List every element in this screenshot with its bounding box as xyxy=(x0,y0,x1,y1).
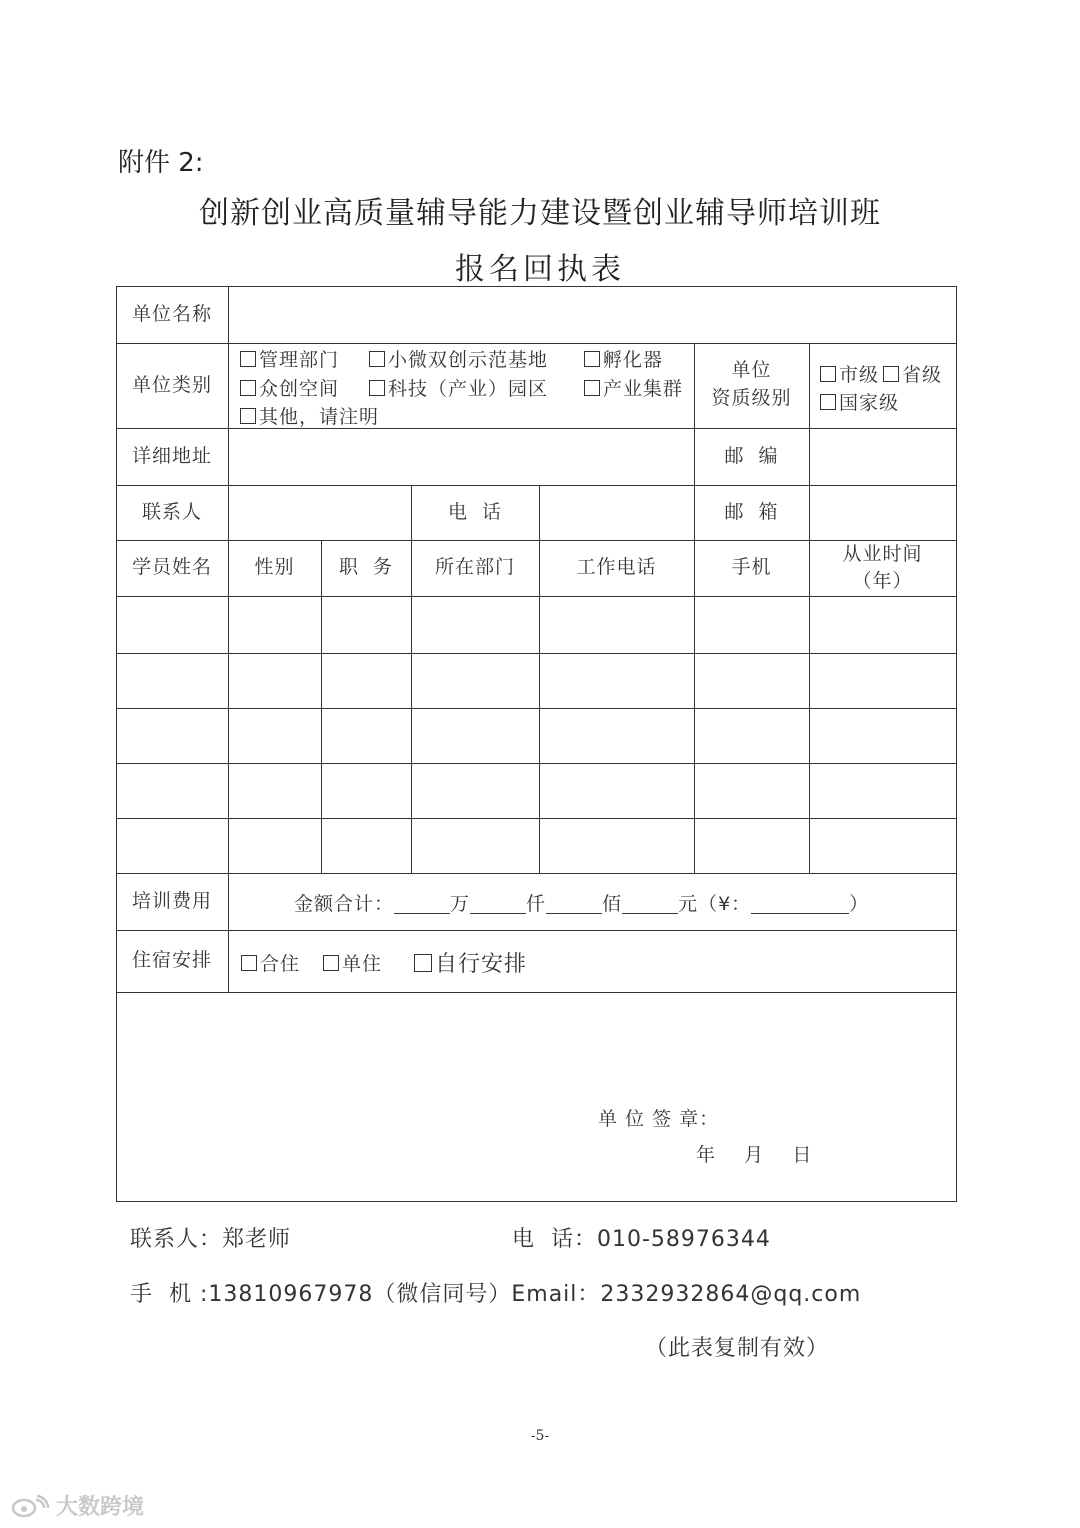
date-label: 年 月 日 xyxy=(696,1144,813,1166)
address-input[interactable] xyxy=(229,429,693,484)
page-number: -5- xyxy=(530,1428,550,1444)
weibo-logo-icon xyxy=(10,1494,50,1518)
checkbox[interactable] xyxy=(323,955,339,971)
col-years-line1: 从业时间 xyxy=(842,542,923,565)
checkbox[interactable] xyxy=(240,351,256,367)
footer-mobile-email: 手 机 :13810967978（微信同号）Email：2332932864@qq.com xyxy=(130,1282,862,1307)
seal-label: 单 位 签 章： xyxy=(598,1108,720,1130)
checkbox[interactable] xyxy=(584,380,600,396)
fee-total-input[interactable] xyxy=(751,895,849,914)
checkbox[interactable] xyxy=(241,955,257,971)
checkbox[interactable] xyxy=(584,351,600,367)
checkbox[interactable] xyxy=(883,366,899,382)
col-position: 职 务 xyxy=(338,556,394,579)
fee-qian-input[interactable] xyxy=(470,895,526,914)
fee-yuan-input[interactable] xyxy=(622,895,678,914)
table-row[interactable] xyxy=(117,819,955,872)
fee-wan-input[interactable] xyxy=(394,895,450,914)
footer-note: （此表复制有效） xyxy=(645,1336,830,1361)
lodging-label: 住宿安排 xyxy=(131,949,212,972)
table-row[interactable] xyxy=(117,764,955,817)
address-label: 详细地址 xyxy=(131,444,212,467)
phone-label: 电 话 xyxy=(447,500,503,523)
postcode-input[interactable] xyxy=(810,429,955,484)
footer-contact: 联系人：郑老师 xyxy=(130,1227,292,1252)
checkbox[interactable] xyxy=(369,380,385,396)
checkbox[interactable] xyxy=(820,366,836,382)
checkbox[interactable] xyxy=(369,351,385,367)
fee-prefix: 金额合计： xyxy=(294,893,395,915)
unit-type-label: 单位类别 xyxy=(131,373,212,396)
col-gender: 性别 xyxy=(254,556,295,579)
document-title: 创新创业高质量辅导能力建设暨创业辅导师培训班 xyxy=(199,196,881,231)
table-row[interactable] xyxy=(117,597,955,652)
phone-input[interactable] xyxy=(540,486,693,539)
document-subtitle: 报名回执表 xyxy=(455,252,625,287)
unit-type-option[interactable]: 科技（产业）园区 xyxy=(369,374,548,401)
email-input[interactable] xyxy=(810,486,955,539)
qualification-option[interactable]: 国家级 xyxy=(820,388,899,415)
checkbox[interactable] xyxy=(414,954,432,972)
col-work-phone: 工作电话 xyxy=(576,556,657,579)
unit-type-option[interactable]: 管理部门 xyxy=(240,345,339,372)
footer-phone: 电 话：010-58976344 xyxy=(512,1227,771,1252)
email-label: 邮 箱 xyxy=(724,500,779,523)
qualification-label-line2: 资质级别 xyxy=(711,387,792,410)
contact-input[interactable] xyxy=(229,486,410,539)
col-years-line2: （年） xyxy=(852,569,913,592)
fee-bai-input[interactable] xyxy=(546,895,602,914)
checkbox[interactable] xyxy=(240,380,256,396)
table-row[interactable] xyxy=(117,654,955,707)
unit-type-option[interactable]: 其他，请注明 xyxy=(240,402,379,429)
fee-label: 培训费用 xyxy=(131,889,212,912)
lodging-option-self[interactable]: 自行安排 xyxy=(414,947,527,978)
unit-type-option[interactable]: 众创空间 xyxy=(240,374,339,401)
contact-label: 联系人 xyxy=(141,500,202,523)
checkbox[interactable] xyxy=(820,394,836,410)
lodging-option-shared[interactable]: 合住 xyxy=(241,949,300,976)
qualification-option[interactable]: 市级 xyxy=(820,360,879,387)
unit-type-option[interactable]: 产业集群 xyxy=(584,374,683,401)
postcode-label: 邮 编 xyxy=(724,444,779,467)
col-department: 所在部门 xyxy=(434,556,515,579)
lodging-option-single[interactable]: 单住 xyxy=(323,949,382,976)
qualification-label-line1: 单位 xyxy=(731,359,772,382)
qualification-option[interactable]: 省级 xyxy=(883,360,942,387)
fee-amount-line: 金额合计： 万 仟 佰 元（¥： ） xyxy=(294,893,870,915)
checkbox[interactable] xyxy=(240,408,256,424)
unit-type-option[interactable]: 小微双创示范基地 xyxy=(369,345,548,372)
unit-type-option[interactable]: 孵化器 xyxy=(584,345,663,372)
col-mobile: 手机 xyxy=(731,556,772,579)
unit-name-input[interactable] xyxy=(229,287,955,342)
attachment-label: 附件 2: xyxy=(118,148,204,178)
unit-name-label: 单位名称 xyxy=(131,302,212,325)
watermark: 大数跨境 xyxy=(10,1490,144,1521)
table-row[interactable] xyxy=(117,709,955,762)
col-student-name: 学员姓名 xyxy=(131,556,212,579)
